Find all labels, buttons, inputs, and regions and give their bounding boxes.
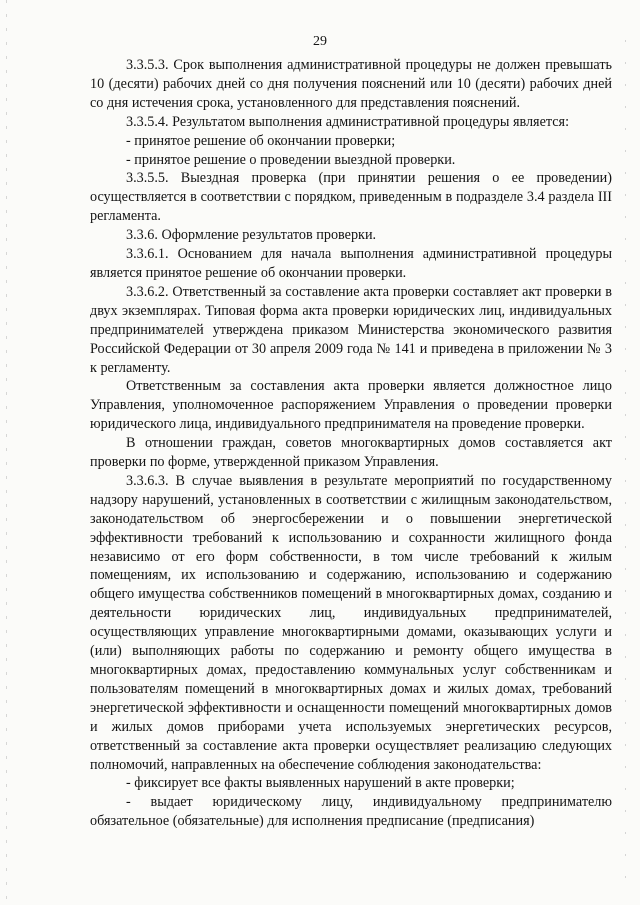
paragraph-3-3-6-1: 3.3.6.1. Основанием для начала выполнения административной процедуры является принятое решение об окончании проверки. (90, 246, 612, 281)
paragraph-citizens: В отношении граждан, советов многоквартирных домов составляется акт проверки по форме, утвержденной приказом Управления. (90, 435, 612, 471)
paragraph-3-3-5-3: 3.3.5.3. Срок выполнения административной процедуры не должен превышать 10 (десяти) рабочих дней со дня получения пояснений или 10 (десяти) рабочих дней со дня истечения срока, установленного для представления пояснений. (90, 57, 612, 111)
paragraph-3-3-6-2: 3.3.6.2. Ответственный за составление акта проверки составляет акт проверки в двух экземплярах. Типовая форма акта проверки юридических лиц, индивидуальных предпринимателей утверждена приказом Министерства экономического развития Российской Федерации от 30 апреля 2009 года № 141 и приведена в приложении № 3 к регламенту. (90, 283, 612, 376)
scan-edge-right (625, 40, 626, 880)
list-item-issue-order: - выдает юридическому лицу, индивидуальному предпринимателю обязательное (обязательные) для исполнения предписание (предписания) (90, 794, 612, 830)
section-heading-3-3-6: 3.3.6. Оформление результатов проверки. (126, 227, 377, 244)
paragraph-3-3-6-3: 3.3.6.3. В случае выявления в результате мероприятий по государственному надзору нарушений, установленных в соответствии с жилищным законодательством, законодательством об энергосбережении и о повышении энергетической эффективности требований к использованию и сохранности жилищного фонда независимо от его форм собственности, в том числе требований к жилым помещениям, их использованию и содержанию, использованию и содержанию общего имущества собственников помещений в многоквартирных домах, созданию и деятельности юридических лиц, индивидуальных предпринимателей, осуществляющих управление многоквартирными домами, оказывающих услуги и (или) выполняющих работы по содержанию и ремонту общего имущества в многоквартирных домах, предоставлению коммунальных услуг собственникам и пользователям помещений в многоквартирных домах и жилых домах, требований энергетической эффективности и оснащенности помещений многоквартирных домов и жилых домов приборами учета используемых энергетических ресурсов, ответственный за составление акта проверки осуществляет реализацию следующих полномочий, направленных на обеспечение соблюдения законодательства: (90, 472, 612, 773)
list-item-onsite-inspection: - принятое решение о проведении выездной проверки. (126, 151, 456, 168)
paragraph-responsible-official: Ответственным за составления акта проверки является должностное лицо Управления, уполномоченное распоряжением Управления о проведении проверки юридического лица, индивидуального предпринимателя на проведение проверки. (90, 378, 612, 433)
scan-edge-left (6, 0, 7, 905)
paragraph-3-3-5-5: 3.3.5.5. Выездная проверка (при принятии решения о ее проведении) осуществляется в соответствии с порядком, приведенным в подразделе 3.4 раздела III регламента. (90, 170, 612, 225)
document-body (90, 56, 612, 831)
page-number: 29 (313, 34, 327, 49)
list-item-record-violations: - фиксирует все факты выявленных нарушений в акте проверки; (126, 775, 515, 792)
list-item-end-inspection: - принятое решение об окончании проверки; (126, 132, 396, 149)
paragraph-3-3-5-4: 3.3.5.4. Результатом выполнения административной процедуры является: (126, 113, 570, 130)
